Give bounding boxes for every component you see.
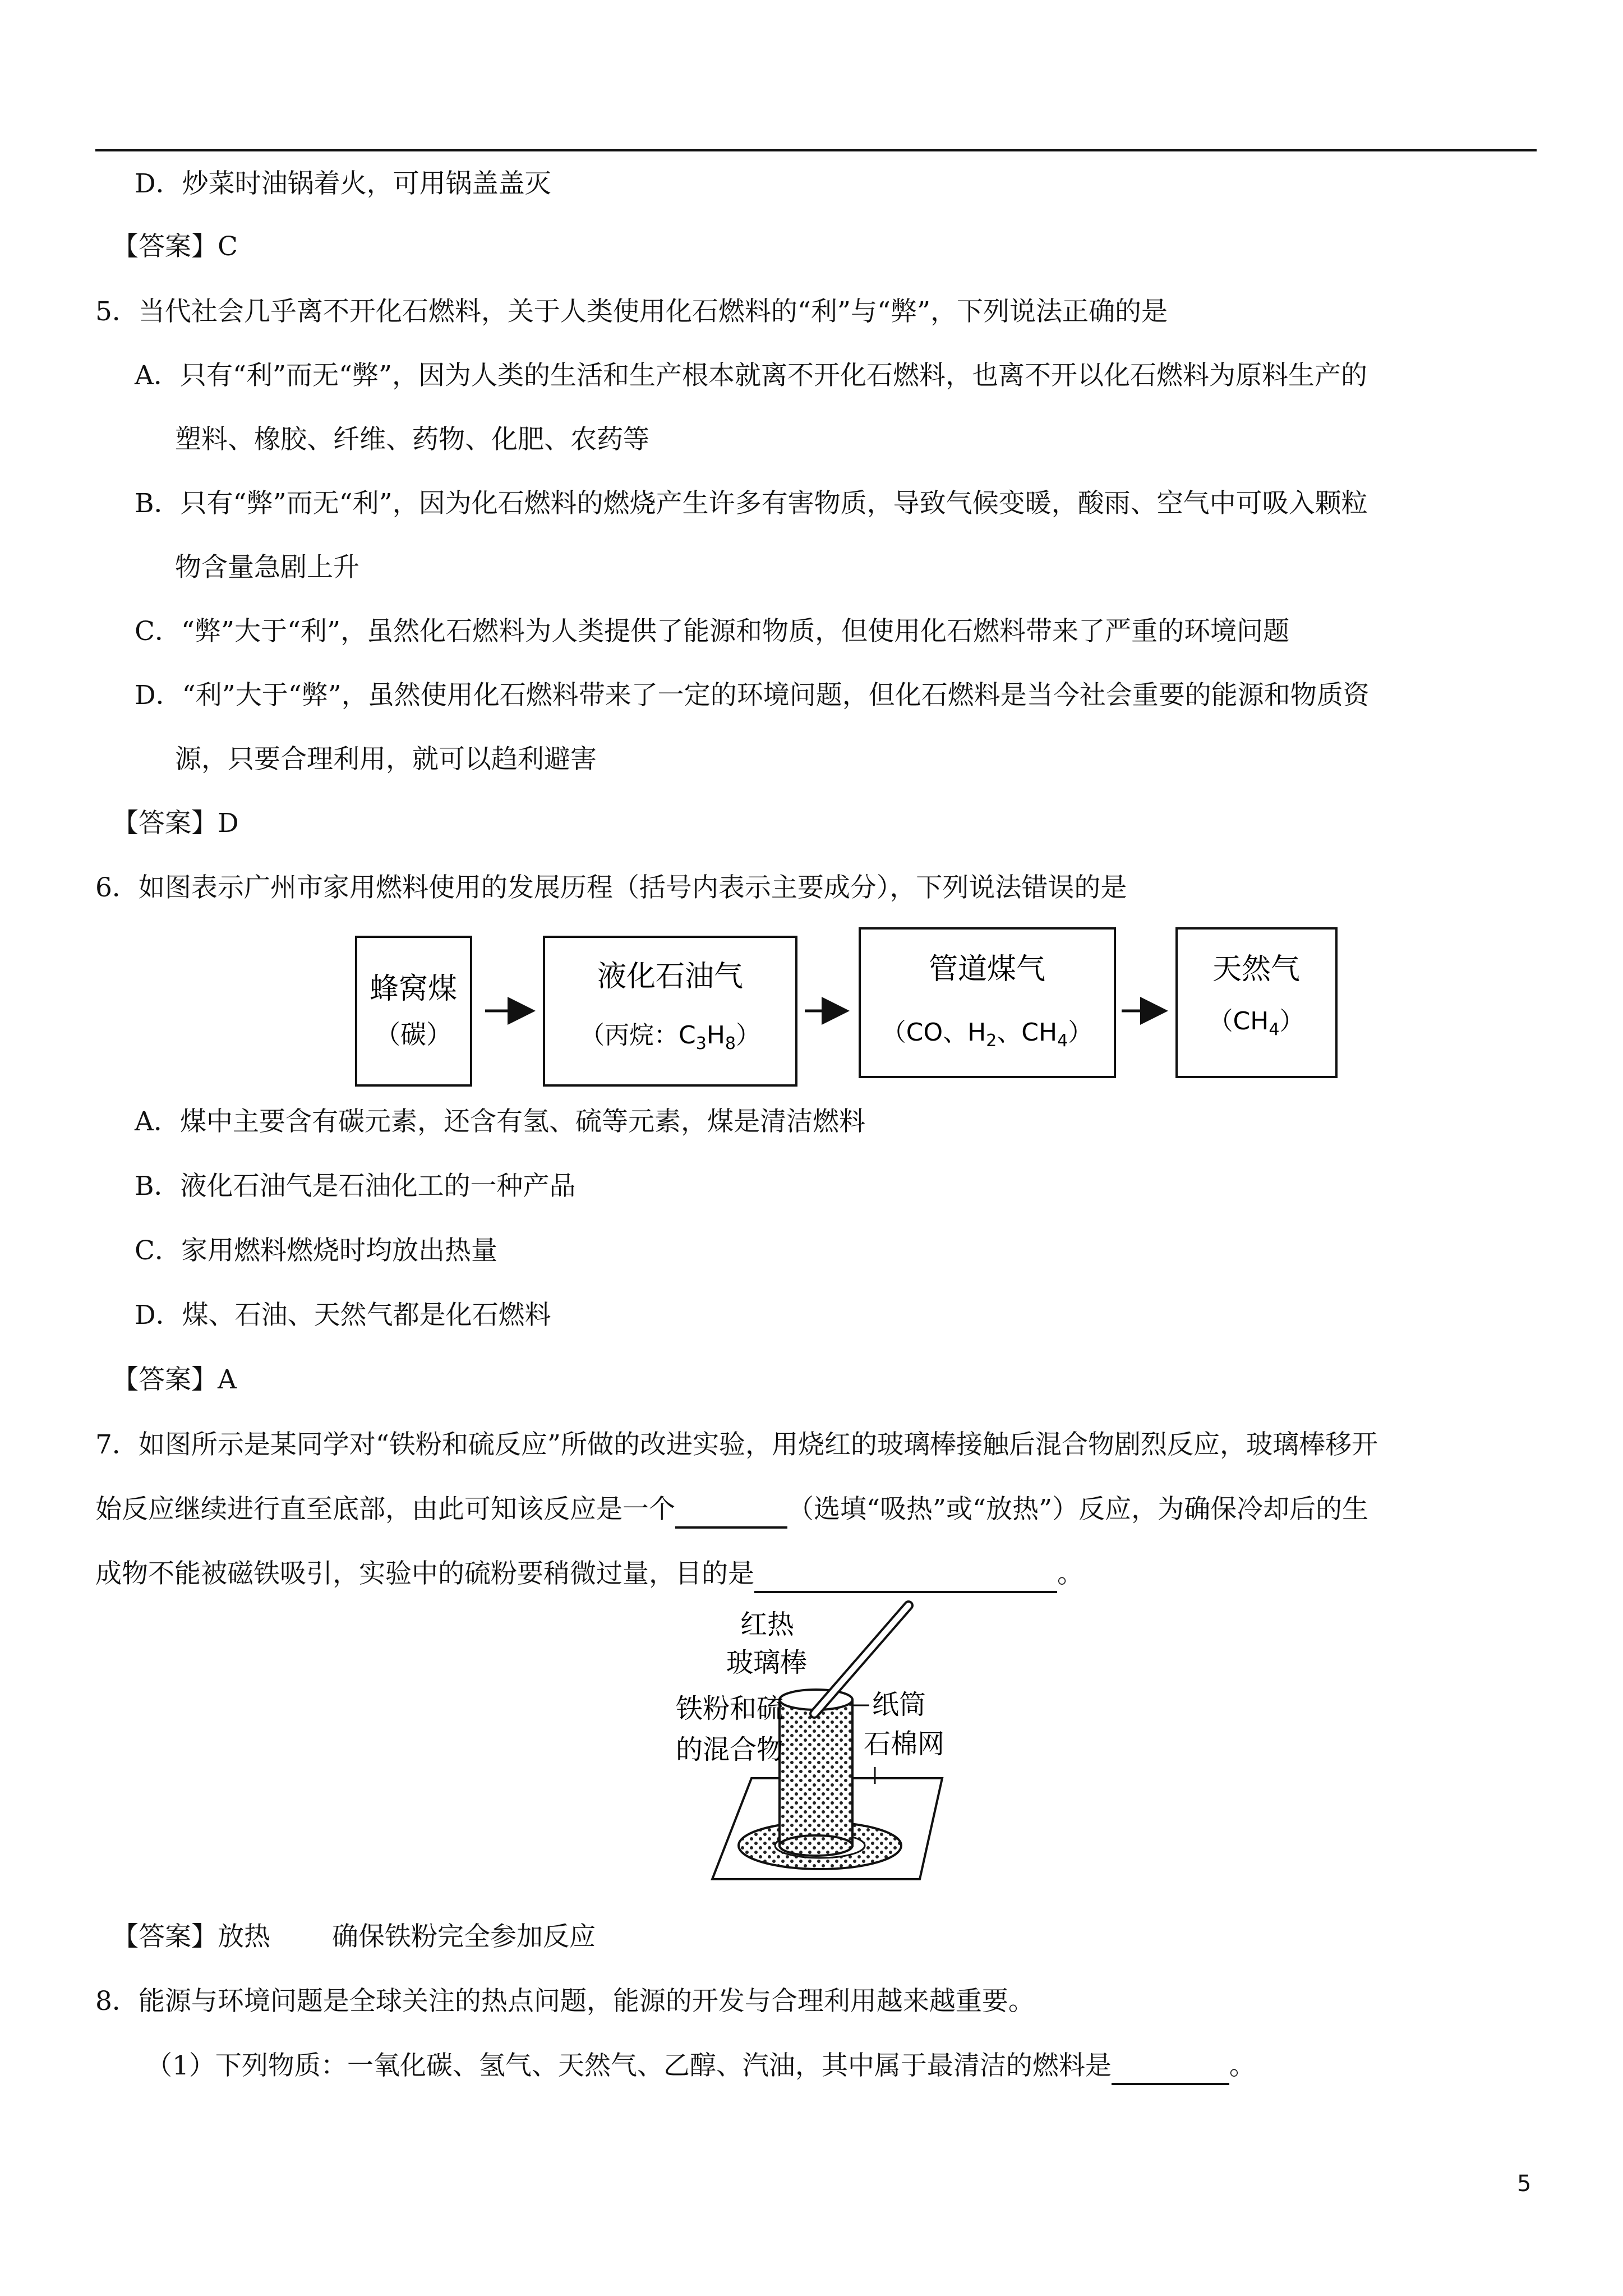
q6-option-a: A．煤中主要含有碳元素，还含有氢、硫等元素，煤是清洁燃料 xyxy=(135,1106,865,1137)
flow-box-2-composition: （丙烷：$C_3H_8$） xyxy=(579,1021,761,1053)
q7-answer-rest: 确保铁粉完全参加反应 xyxy=(332,1921,596,1952)
label-red-hot: 红热 xyxy=(740,1609,795,1640)
q5-option-d: D．“利”大于“弊”，虽然使用化石燃料带来了一定的环境问题，但化石燃料是当今社会重要的能源和物质资 xyxy=(135,680,1370,711)
q5-option-b: B．只有“弊”而无“利”，因为化石燃料的燃烧产生许多有害物质，导致气候变暖，酸雨、空气中可吸入颗粒 xyxy=(135,488,1368,519)
q8-sub-1 xyxy=(146,2049,1256,2085)
q5-stem: 5．当代社会几乎离不开化石燃料，关于人类使用化石燃料的“利”与“弊”，下列说法正确的是 xyxy=(95,296,1168,327)
label-asbestos-net: 石棉网 xyxy=(864,1728,945,1760)
flow-box-1-composition: （碳） xyxy=(375,1019,452,1050)
page-number: 5 xyxy=(1517,2171,1532,2197)
q5-option-b-cont: 物含量急剧上升 xyxy=(175,552,359,583)
q8-sub-1-pre: （1）下列物质：一氧化碳、氢气、天然气、乙醇、汽油，其中属于最清洁的燃料是 xyxy=(146,2050,1112,2081)
q4-option-d: D．炒菜时油锅着火，可用锅盖盖灭 xyxy=(135,168,551,199)
q6-stem: 6．如图表示广州市家用燃料使用的发展历程（括号内表示主要成分），下列说法错误的是 xyxy=(95,872,1127,903)
q6-option-b: B．液化石油气是石油化工的一种产品 xyxy=(135,1171,576,1202)
q7-line-2-pre: 始反应继续进行直至底部，由此可知该反应是一个 xyxy=(95,1494,675,1525)
flow-box-4-composition: $(CH_4)$ xyxy=(1208,1007,1304,1039)
q8-sub-1-post: 。 xyxy=(1229,2050,1256,2081)
label-iron-sulfur: 铁粉和硫 xyxy=(676,1693,784,1724)
flow-box-lpg xyxy=(544,937,796,1085)
q5-option-d-cont: 源，只要合理利用，就可以趋利避害 xyxy=(175,744,597,775)
flow-box-1-name: 蜂窝煤 xyxy=(369,972,458,1006)
q6-option-c: C．家用燃料燃烧时均放出热量 xyxy=(135,1235,497,1266)
q5-answer: 【答案】D xyxy=(112,808,239,839)
q8-blank-1 xyxy=(1112,2049,1229,2085)
label-paper-tube: 纸筒 xyxy=(872,1689,926,1720)
q5-option-c: C．“弊”大于“利”，虽然化石燃料为人类提供了能源和物质，但使用化石燃料带来了严重的环境问题 xyxy=(135,616,1290,647)
q7-line-2 xyxy=(95,1493,1368,1529)
q6-answer: 【答案】A xyxy=(112,1364,237,1395)
iron-sulfur-experiment-figure xyxy=(673,1599,1054,1902)
q5-option-a-cont: 塑料、橡胶、纤维、药物、化肥、农药等 xyxy=(175,424,649,455)
q7-line-3-post: 。 xyxy=(1057,1558,1083,1589)
flow-box-natural-gas xyxy=(1177,928,1336,1077)
q5-option-a: A．只有“利”而无“弊”，因为人类的生活和生产根本就离不开化石燃料，也离不开以化石燃料为原料生产的 xyxy=(135,360,1368,391)
q7-line-1: 7．如图所示是某同学对“铁粉和硫反应”所做的改进实验，用烧红的玻璃棒接触后混合物剧烈反应，玻璃棒移开 xyxy=(95,1429,1378,1460)
q7-blank-2 xyxy=(754,1557,1057,1593)
flow-box-3-composition: （CO、$H_2$、$CH_4$） xyxy=(881,1018,1093,1051)
flow-box-4-name: 天然气 xyxy=(1212,953,1301,986)
flow-box-2-name: 液化石油气 xyxy=(597,960,744,993)
q4-answer: 【答案】C xyxy=(112,231,238,262)
label-glass-rod: 玻璃棒 xyxy=(726,1647,808,1678)
q7-answer xyxy=(112,1920,596,1954)
flow-box-honeycomb-coal xyxy=(356,937,471,1085)
header-rule xyxy=(95,149,1537,151)
flow-box-3-name: 管道煤气 xyxy=(928,953,1046,986)
flow-box-pipeline-gas xyxy=(860,928,1115,1077)
label-mixture: 的混合物 xyxy=(676,1734,784,1765)
q7-line-3-pre: 成物不能被磁铁吸引，实验中的硫粉要稍微过量，目的是 xyxy=(95,1558,754,1589)
q7-answer-prefix: 【答案】放热 xyxy=(112,1921,270,1952)
fuel-flow-diagram xyxy=(353,926,1352,1088)
q7-blank-1 xyxy=(675,1493,787,1529)
q7-line-2-post: （选填“吸热”或“放热”）反应，为确保冷却后的生 xyxy=(787,1494,1369,1525)
q6-option-d: D．煤、石油、天然气都是化石燃料 xyxy=(135,1300,551,1331)
q7-line-3 xyxy=(95,1557,1083,1593)
q8-stem: 8．能源与环境问题是全球关注的热点问题，能源的开发与合理利用越来越重要。 xyxy=(95,1986,1035,2017)
